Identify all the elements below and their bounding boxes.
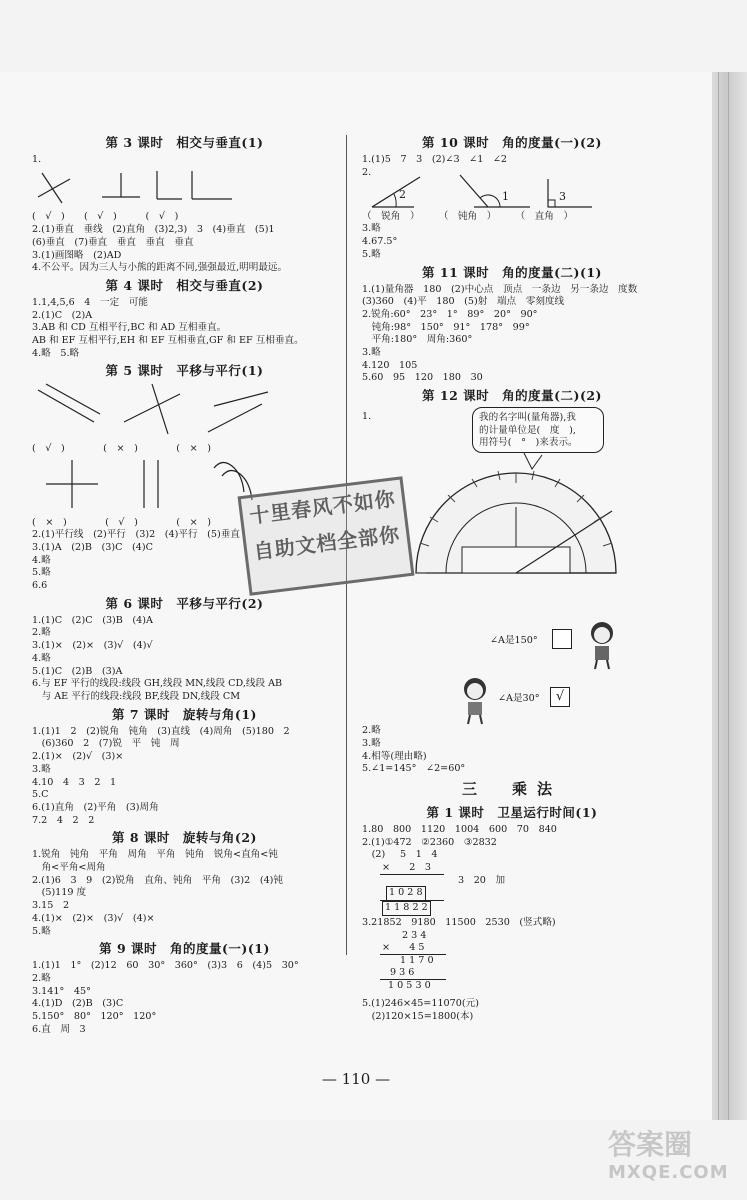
answer-line: 1.(1)C (2)C (3)B (4)A	[32, 614, 153, 626]
answer-line: 1.	[32, 154, 42, 165]
answer-line: 4.(1)D (2)B (3)C	[32, 998, 124, 1010]
answer-line: 2.(1)× (2)√ (3)×	[32, 751, 124, 763]
answer-checks: ( √ ) ( √ ) ( √ )	[32, 211, 179, 223]
section-title: 第 11 课时 角的度量(二)(1)	[422, 264, 602, 280]
answer-line: (6)垂直 (7)垂直 垂直 垂直 垂直	[32, 236, 194, 248]
calc-row: × 4 5	[382, 942, 425, 954]
chapter-heading: 三 乘法	[461, 779, 562, 798]
calc-rule	[380, 874, 444, 875]
stamp-line: 自助文档全部你	[252, 522, 402, 564]
section-title: 第 10 课时 角的度量(一)(2)	[422, 135, 602, 150]
answer-line: 4.略	[32, 554, 51, 566]
answer-line: 1.80 800 1120 1004 600 70 840	[362, 823, 557, 835]
answer-line: 1.(1)5 7 3 (2)∠3 ∠1 ∠2	[362, 154, 508, 165]
answer-line: 1.(1)1 1° (2)12 60 30° 360° (3)3 6 (4)5 30°	[32, 960, 299, 972]
answer-line: 1.	[362, 411, 372, 423]
angle-figures	[362, 167, 662, 211]
answer-line: 4.10 4 3 2 1	[32, 776, 117, 788]
angle-label: 1	[502, 189, 509, 203]
angle-label: 3	[559, 189, 566, 203]
calc-row: 5 1 4	[400, 849, 438, 861]
answer-line: 4.(1)× (2)× (3)√ (4)×	[32, 912, 155, 924]
calc-row: 1 0 5 3 0	[388, 980, 431, 992]
watermark-line: MXQE.COM	[608, 1162, 729, 1183]
answer-line: 3.AB 和 CD 互相平行,BC 和 AD 互相垂直。	[32, 322, 227, 334]
answer-checks: ( √ ) ( × ) ( × )	[32, 443, 211, 455]
answer-line: 2.(1)C (2)A	[32, 309, 93, 321]
section-title: 第 1 课时 卫星运行时间(1)	[426, 804, 598, 820]
answer-line: 5.略	[32, 567, 51, 579]
stamp-line: 十里春风不如你	[248, 486, 397, 529]
answer-line: 5.150° 80° 120° 120°	[32, 1011, 157, 1023]
calc-row: 1 1 8 2 2	[382, 901, 431, 916]
answer-line: 4.略 5.略	[32, 347, 80, 359]
calc-row: × 2 3	[382, 862, 432, 874]
answer-line: 3.(1)画图略 (2)AD	[32, 249, 122, 261]
answer-line: (2)	[362, 849, 386, 861]
answer-line: 3.141° 45°	[32, 985, 91, 997]
answer-line: 3.21852 9180 11500 2530 (竖式略)	[362, 917, 556, 929]
speech-bubble: 我的名字叫(量角器),我 的计量单位是( 度 ), 用符号( ° )来表示。	[472, 407, 604, 453]
answer-line: 5.(1)C (2)B (3)A	[32, 665, 123, 677]
answer-line: 3.略	[362, 347, 381, 359]
vertical-multiplication-1	[362, 849, 662, 913]
answer-line: 4.不公平。因为三人与小熊的距离不同,强强最近,明明最远。	[32, 262, 288, 274]
page-number: — 110 —	[321, 1070, 391, 1088]
section-title: 第 12 课时 角的度量(二)(2)	[422, 388, 602, 404]
angle-statement: ∠A是30°	[498, 693, 540, 705]
answer-line: 4.120 105	[362, 359, 418, 371]
answer-line: 与 AE 平行的线段:线段 BF,线段 DN,线段 CM	[32, 690, 241, 702]
answer-line: 6.与 EF 平行的线段:线段 GH,线段 MN,线段 CD,线段 AB	[32, 678, 283, 690]
section-title: 第 4 课时 相交与垂直(2)	[105, 277, 264, 293]
answer-line: 3.(1)× (2)× (3)√ (4)√	[32, 640, 153, 652]
answer-line: 5.略	[362, 248, 381, 260]
answer-line: 2.略	[32, 627, 51, 639]
answer-line: 5.∠1=145° ∠2=60°	[362, 763, 466, 775]
answer-line: 4.67.5°	[362, 236, 398, 248]
answer-line: 6.直 周 3	[32, 1023, 86, 1035]
answer-line: 5.60 95 120 180 30	[362, 372, 483, 384]
watermark-line: 答案圈	[608, 1128, 693, 1161]
section-title: 第 3 课时 相交与垂直(1)	[105, 135, 264, 150]
answer-line: 角<平角<周角	[32, 862, 106, 874]
answer-line: 5.C	[32, 789, 49, 801]
answer-line: (3)360 (4)平 180 (5)射 端点 零刻度线	[362, 296, 565, 308]
answer-line: 2.(1)垂直 垂线 (2)直角 (3)2,3) 3 (4)垂直 (5)1	[32, 224, 275, 236]
answer-line: AB 和 EF 互相平行,EH 和 EF 互相垂直,GF 和 EF 互相垂直。	[32, 335, 304, 347]
answer-checks: ( × ) ( √ ) ( × )	[32, 516, 211, 528]
answer-line: 3.略	[362, 223, 381, 235]
answer-line: 4.相等(理由略)	[362, 750, 427, 762]
section-title: 第 9 课时 角的度量(一)(1)	[99, 941, 270, 957]
site-watermark	[608, 1128, 740, 1194]
answer-line: 1.(1)1 2 (2)锐角 钝角 (3)直线 (4)周角 (5)180 2	[32, 725, 290, 737]
answer-line: 钝角:98° 150° 91° 178° 99°	[362, 321, 530, 333]
angle-statement: ∠A是150°	[490, 635, 538, 647]
answer-line: 7.2 4 2 2	[32, 814, 95, 826]
section-title: 第 7 课时 旋转与角(1)	[112, 706, 257, 722]
answer-line: 3.略	[362, 737, 381, 749]
page-number-value: 110	[341, 1070, 371, 1088]
answer-line: 5.(1)246×45=11070(元)	[362, 998, 479, 1010]
answer-line: 2.	[362, 166, 372, 178]
watermark-stamp	[238, 476, 415, 595]
vertical-multiplication-2	[362, 930, 662, 992]
answer-line: 5.略	[32, 925, 51, 937]
answer-line: 3.(1)A (2)B (3)C (4)C	[32, 541, 153, 553]
answer-line: 6.(1)直角 (2)平角 (3)周角	[32, 801, 159, 813]
section-title: 第 5 课时 平移与平行(1)	[105, 363, 264, 379]
calc-note: 3 20 加	[458, 875, 506, 887]
calc-row: 1 0 2 8	[386, 886, 426, 901]
calc-row: 1 1 7 0	[400, 955, 434, 967]
answer-line: 4.略	[32, 652, 51, 664]
protractor-drawing	[402, 447, 632, 587]
answer-box-checked: √	[550, 687, 570, 707]
right-column	[362, 132, 662, 1023]
girl-cartoon-icon	[584, 619, 620, 671]
answer-line: 2.略	[362, 725, 381, 737]
calc-row: 2 3 4	[402, 930, 427, 942]
section-title: 第 6 课时 平移与平行(2)	[105, 595, 264, 611]
answer-line: 1.1,4,5,6 4 一定 可能	[32, 296, 148, 308]
angle-drawings	[362, 167, 662, 211]
answer-line: (2)120×15=1800(本)	[362, 1010, 474, 1022]
answer-line: 1.(1)量角器 180 (2)中心点 顶点 一条边 另一条边 度数	[362, 283, 638, 295]
answer-line: 平角:180° 周角:360°	[362, 334, 473, 346]
section-title: 第 8 课时 旋转与角(2)	[112, 830, 257, 846]
calc-row: 9 3 6	[390, 967, 415, 979]
parallel-lines-figure-1	[32, 382, 332, 438]
answer-line: 2.锐角:60° 23° 1° 89° 20° 90°	[362, 308, 538, 320]
answer-line: 2.略	[32, 972, 51, 984]
answer-line: 2.(1)①472 ②2360 ③2832	[362, 836, 497, 848]
answer-line: 6.6	[32, 580, 48, 592]
angle-captions: （ 锐角 ） （ 钝角 ） （ 直角 ）	[362, 210, 574, 222]
answer-line: 2.(1)6 3 9 (2)锐角 直角、钝角 平角 (3)2 (4)钝	[32, 874, 284, 886]
angle-label: 2	[399, 187, 406, 201]
answer-line: (5)119 度	[32, 887, 87, 899]
answer-box-empty	[552, 629, 572, 649]
boy-cartoon-icon	[458, 677, 492, 725]
answer-line: 1.锐角 钝角 平角 周角 平角 钝角 锐角<直角<钝	[32, 849, 278, 861]
perpendicular-figures	[32, 167, 332, 207]
answer-line: 3.15 2	[32, 900, 70, 912]
answer-line: (6)360 2 (7)锐 平 钝 周	[32, 738, 180, 750]
answer-line: 2.(1)平行线 (2)平行 (3)2 (4)平行 (5)垂直	[32, 529, 240, 541]
answer-line: 3.略	[32, 763, 51, 775]
page-edge	[712, 72, 747, 1120]
